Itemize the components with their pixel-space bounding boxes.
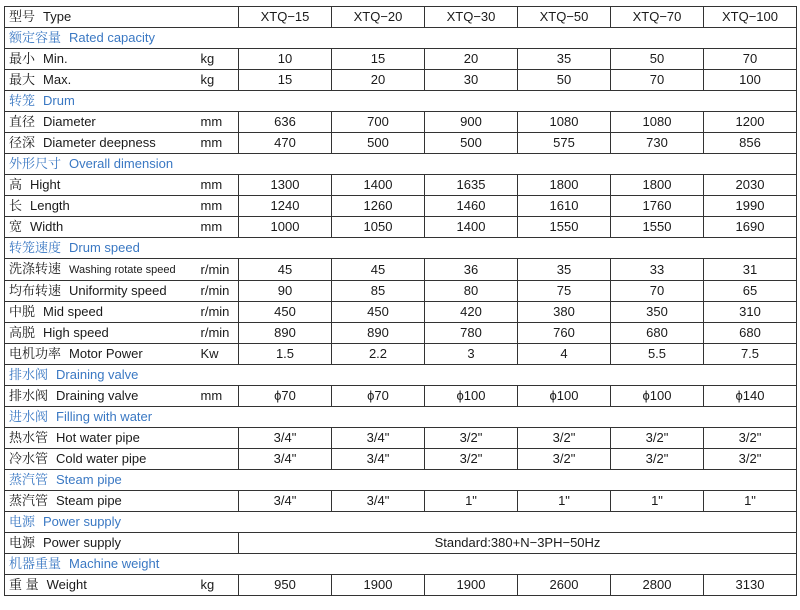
row-label-en: Hot water pipe [56, 430, 140, 445]
value-cell: 1900 [425, 575, 518, 596]
value-cell: 420 [425, 302, 518, 323]
value-cell: 50 [611, 49, 704, 70]
value-cell: 2600 [518, 575, 611, 596]
section-title-en: Drum speed [69, 240, 140, 255]
row-label [5, 70, 201, 91]
row-label-cn: 热水管 [9, 430, 49, 445]
section-title-en: Drum [43, 93, 75, 108]
row-label-en: Max. [43, 72, 72, 87]
value-cell: ϕ100 [518, 386, 611, 407]
section-row [5, 154, 797, 175]
table-row [5, 133, 797, 154]
table-row [5, 386, 797, 407]
row-unit [201, 449, 239, 470]
value-cell: 1550 [611, 217, 704, 238]
value-cell: 1" [611, 491, 704, 512]
table-row [5, 70, 797, 91]
value-cell: 3/2" [518, 449, 611, 470]
table-row [5, 281, 797, 302]
section-row [5, 91, 797, 112]
value-cell: 760 [518, 323, 611, 344]
row-label-en: Length [30, 198, 70, 213]
value-cell: 3/4" [239, 491, 332, 512]
value-cell: 1800 [611, 175, 704, 196]
row-label-cn: 直径 [9, 114, 36, 129]
value-cell: 1080 [611, 112, 704, 133]
table-row [5, 259, 797, 281]
specification-table [4, 6, 797, 596]
value-cell: ϕ100 [425, 386, 518, 407]
row-label [5, 302, 201, 323]
value-cell: 3/2" [611, 428, 704, 449]
row-unit: mm [201, 175, 239, 196]
row-label-cn: 径深 [9, 135, 36, 150]
row-label-cn: 电源 [9, 535, 36, 550]
table-body [5, 7, 797, 596]
model-xtq-50: XTQ−50 [518, 7, 611, 28]
value-cell: 680 [611, 323, 704, 344]
row-label-en: Width [30, 219, 64, 234]
table-row [5, 175, 797, 196]
row-label [5, 323, 201, 344]
value-cell: 15 [239, 70, 332, 91]
row-label-cn: 电机功率 [9, 346, 62, 361]
section-title [5, 154, 797, 175]
value-cell: 3/2" [425, 449, 518, 470]
value-cell: 7.5 [704, 344, 797, 365]
row-label-cn: 冷水管 [9, 451, 49, 466]
value-cell: 1000 [239, 217, 332, 238]
value-cell: 856 [704, 133, 797, 154]
section-title-cn: 机器重量 [9, 556, 62, 571]
row-label [5, 281, 201, 302]
row-label [5, 449, 201, 470]
value-cell: 3/4" [239, 449, 332, 470]
value-cell: 70 [611, 281, 704, 302]
row-label-en: Power supply [43, 535, 122, 550]
value-cell: 15 [332, 49, 425, 70]
section-row [5, 470, 797, 491]
value-cell: 80 [425, 281, 518, 302]
value-cell: 4 [518, 344, 611, 365]
value-cell: 3/4" [239, 428, 332, 449]
value-cell: 20 [332, 70, 425, 91]
value-cell: 310 [704, 302, 797, 323]
value-cell: 3/2" [704, 449, 797, 470]
section-row [5, 365, 797, 386]
value-cell: 1990 [704, 196, 797, 217]
row-label [5, 259, 201, 281]
value-cell: 3/4" [332, 449, 425, 470]
value-cell: 3130 [704, 575, 797, 596]
row-unit [201, 428, 239, 449]
value-cell: 1900 [332, 575, 425, 596]
value-cell: 500 [425, 133, 518, 154]
row-label-en: Mid speed [43, 304, 103, 319]
table-row [5, 491, 797, 512]
row-unit: Kw [201, 344, 239, 365]
row-label-en: Uniformity speed [69, 283, 167, 298]
value-cell: 1050 [332, 217, 425, 238]
row-label-en: Draining valve [56, 388, 139, 403]
section-row [5, 238, 797, 259]
row-label [5, 428, 201, 449]
value-cell: 890 [332, 323, 425, 344]
value-cell: 100 [704, 70, 797, 91]
value-cell: 450 [239, 302, 332, 323]
header-row [5, 7, 797, 28]
value-cell: ϕ70 [239, 386, 332, 407]
table-row [5, 196, 797, 217]
value-cell: 45 [239, 259, 332, 281]
row-unit: mm [201, 217, 239, 238]
model-xtq-20: XTQ−20 [332, 7, 425, 28]
row-label-en: Motor Power [69, 346, 143, 361]
row-label [5, 112, 201, 133]
value-cell: 33 [611, 259, 704, 281]
section-title [5, 512, 797, 533]
row-label-cn: 高 [9, 177, 23, 192]
value-cell: 50 [518, 70, 611, 91]
value-cell: 1460 [425, 196, 518, 217]
row-label-cn: 洗涤转速 [9, 261, 62, 276]
model-xtq-70: XTQ−70 [611, 7, 704, 28]
table-row [5, 449, 797, 470]
value-cell: 3/2" [425, 428, 518, 449]
value-cell: 950 [239, 575, 332, 596]
section-title [5, 238, 797, 259]
value-cell: 3/4" [332, 428, 425, 449]
row-label-cn: 蒸汽管 [9, 493, 49, 508]
table-row [5, 217, 797, 238]
value-cell: 500 [332, 133, 425, 154]
value-cell: 1690 [704, 217, 797, 238]
value-cell: 3/2" [611, 449, 704, 470]
value-cell: 31 [704, 259, 797, 281]
section-row [5, 554, 797, 575]
section-title [5, 365, 797, 386]
value-cell: 730 [611, 133, 704, 154]
row-label [5, 533, 201, 554]
row-label-cn: 中脱 [9, 304, 36, 319]
value-cell: 1" [425, 491, 518, 512]
value-cell: 900 [425, 112, 518, 133]
row-label-en: Min. [43, 51, 68, 66]
row-unit: r/min [201, 323, 239, 344]
section-title [5, 407, 797, 428]
value-cell: 1610 [518, 196, 611, 217]
value-cell: 3/2" [704, 428, 797, 449]
table-row [5, 575, 797, 596]
value-cell: 1300 [239, 175, 332, 196]
value-cell: 70 [704, 49, 797, 70]
value-cell: 36 [425, 259, 518, 281]
row-unit: mm [201, 386, 239, 407]
row-label-cn: 重 量 [9, 577, 39, 592]
row-label-cn: 最大 [9, 72, 36, 87]
row-label-en: Steam pipe [56, 493, 122, 508]
value-cell: 75 [518, 281, 611, 302]
value-cell: 1400 [332, 175, 425, 196]
row-unit: mm [201, 196, 239, 217]
section-title-cn: 转笼 [9, 93, 36, 108]
value-cell: 1" [518, 491, 611, 512]
section-title-en: Steam pipe [56, 472, 122, 487]
value-cell: 3/2" [518, 428, 611, 449]
row-label-cn: 宽 [9, 219, 23, 234]
section-title [5, 28, 797, 49]
value-cell: 45 [332, 259, 425, 281]
row-label [5, 217, 201, 238]
table-row [5, 302, 797, 323]
row-unit [201, 533, 239, 554]
value-cell: 90 [239, 281, 332, 302]
value-cell: 350 [611, 302, 704, 323]
section-row [5, 28, 797, 49]
section-title-cn: 排水阀 [9, 367, 49, 382]
row-unit: r/min [201, 281, 239, 302]
row-label-cn: 排水阀 [9, 388, 49, 403]
value-cell: 1400 [425, 217, 518, 238]
value-cell: 1550 [518, 217, 611, 238]
section-title-en: Overall dimension [69, 156, 174, 171]
model-xtq-30: XTQ−30 [425, 7, 518, 28]
value-cell: 700 [332, 112, 425, 133]
row-label [5, 386, 201, 407]
row-label-en: Diameter [43, 114, 96, 129]
value-cell: 450 [332, 302, 425, 323]
value-cell: 20 [425, 49, 518, 70]
table-row [5, 428, 797, 449]
value-cell: 35 [518, 259, 611, 281]
table-row [5, 49, 797, 70]
row-label [5, 344, 201, 365]
merged-value-cell: Standard:380+N−3PH−50Hz [239, 533, 797, 554]
value-cell: 5.5 [611, 344, 704, 365]
row-label-en: Hight [30, 177, 61, 192]
value-cell: 1800 [518, 175, 611, 196]
value-cell: 70 [611, 70, 704, 91]
row-label-cn: 长 [9, 198, 23, 213]
value-cell: ϕ100 [611, 386, 704, 407]
row-label [5, 491, 201, 512]
value-cell: 1760 [611, 196, 704, 217]
model-xtq-15: XTQ−15 [239, 7, 332, 28]
section-title-cn: 转笼速度 [9, 240, 62, 255]
value-cell: 890 [239, 323, 332, 344]
value-cell: 30 [425, 70, 518, 91]
section-title-cn: 电源 [9, 514, 36, 529]
row-label-en: Washing rotate speed [69, 264, 176, 276]
value-cell: 636 [239, 112, 332, 133]
row-label-cn: 均布转速 [9, 283, 62, 298]
header-unit-cell [201, 7, 239, 28]
value-cell: 2800 [611, 575, 704, 596]
row-label-en: Cold water pipe [56, 451, 147, 466]
section-title [5, 91, 797, 112]
row-label [5, 133, 201, 154]
section-row [5, 407, 797, 428]
row-label [5, 196, 201, 217]
value-cell: 780 [425, 323, 518, 344]
value-cell: ϕ70 [332, 386, 425, 407]
row-unit: mm [201, 112, 239, 133]
section-title-cn: 额定容量 [9, 30, 62, 45]
header-type-label: 型号 Type [5, 7, 201, 28]
row-label-en: Diameter deepness [43, 135, 156, 150]
value-cell: 85 [332, 281, 425, 302]
value-cell: 1080 [518, 112, 611, 133]
section-title [5, 470, 797, 491]
section-title-en: Filling with water [56, 409, 153, 424]
value-cell: 2030 [704, 175, 797, 196]
row-label-cn: 最小 [9, 51, 36, 66]
value-cell: 470 [239, 133, 332, 154]
table-row [5, 344, 797, 365]
value-cell: 65 [704, 281, 797, 302]
table-row [5, 112, 797, 133]
section-title-cn: 外形尺寸 [9, 156, 62, 171]
row-label [5, 175, 201, 196]
value-cell: 10 [239, 49, 332, 70]
value-cell: 380 [518, 302, 611, 323]
value-cell: 575 [518, 133, 611, 154]
section-title-en: Power supply [43, 514, 122, 529]
section-title-en: Machine weight [69, 556, 160, 571]
section-row [5, 512, 797, 533]
section-title-en: Draining valve [56, 367, 139, 382]
table-row [5, 323, 797, 344]
value-cell: 1260 [332, 196, 425, 217]
row-unit: kg [201, 49, 239, 70]
row-unit: mm [201, 133, 239, 154]
row-label [5, 575, 201, 596]
section-title-en: Rated capacity [69, 30, 156, 45]
row-label-en: Weight [46, 577, 87, 592]
value-cell: 1.5 [239, 344, 332, 365]
section-title-cn: 蒸汽管 [9, 472, 49, 487]
value-cell: 680 [704, 323, 797, 344]
value-cell: 3 [425, 344, 518, 365]
value-cell: 1635 [425, 175, 518, 196]
model-xtq-100: XTQ−100 [704, 7, 797, 28]
row-unit: r/min [201, 302, 239, 323]
row-label [5, 49, 201, 70]
section-title [5, 554, 797, 575]
row-unit [201, 491, 239, 512]
value-cell: 3/4" [332, 491, 425, 512]
value-cell: 1240 [239, 196, 332, 217]
row-unit: r/min [201, 259, 239, 281]
value-cell: 1200 [704, 112, 797, 133]
value-cell: 35 [518, 49, 611, 70]
value-cell: ϕ140 [704, 386, 797, 407]
value-cell: 1" [704, 491, 797, 512]
row-unit: kg [201, 70, 239, 91]
row-label-cn: 高脱 [9, 325, 36, 340]
table-row [5, 533, 797, 554]
row-unit: kg [201, 575, 239, 596]
value-cell: 2.2 [332, 344, 425, 365]
row-label-en: High speed [43, 325, 109, 340]
section-title-cn: 进水阀 [9, 409, 49, 424]
